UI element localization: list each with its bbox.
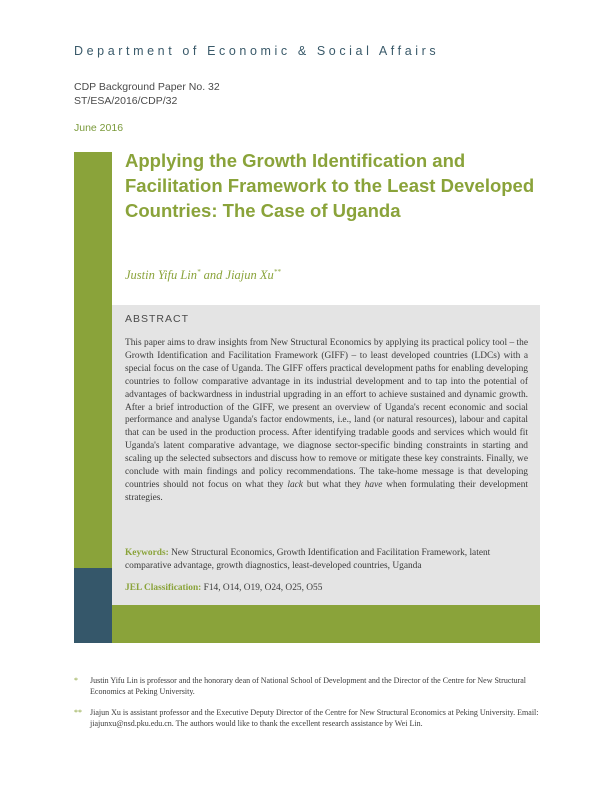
author-xu-mark: ** xyxy=(273,268,281,276)
abstract-emph-have: have xyxy=(364,479,383,490)
jel-line xyxy=(125,582,528,595)
green-sidebar-bar xyxy=(74,152,112,568)
abstract-body xyxy=(125,337,528,505)
document-code: ST/ESA/2016/CDP/32 xyxy=(74,95,178,107)
green-bottom-bar xyxy=(112,605,540,643)
footnote-1 xyxy=(74,675,544,697)
jel-text: F14, O14, O19, O24, O25, O55 xyxy=(201,583,323,593)
footnote-1-mark: * xyxy=(74,676,78,685)
abstract-heading: ABSTRACT xyxy=(125,313,190,325)
abstract-text-1: This paper aims to draw insights from New Structural Economics by applying its practical policy tool – the Growth Identification and Facilitation Framework (GIFF) – to least developed countries (LDCs) with a special focus on the case of Uganda. The GIFF offers practical development paths for enabling developing countries to follow comparative advantage in its industrial development and to tap into the potential of advantages of backwardness in industrial upgrading in an effort to achieve sustained and dynamic growth. After a brief introduction of the GIFF, we present an overview of Uganda's recent economic and social performance and analyse Uganda's factor endowments, i.e., land (or natural resources), labour and capital that can be used in the production process. After identifying tradable goods and services which would fit Uganda's latent comparative advantage, we diagnose sector-specific binding constraints in starting and scaling up the selected subsectors and discuss how to remove or mitigate these key constraints. Finally, we conclude with main findings and policy recommendations. The take-home message is that developing countries should not focus on what they xyxy=(125,338,528,490)
author-xu: Jiajun Xu xyxy=(225,268,274,283)
footnote-2-mark: ** xyxy=(74,708,82,717)
footnote-2 xyxy=(74,707,544,729)
publication-date: June 2016 xyxy=(74,122,124,134)
abstract-emph-lack: lack xyxy=(287,479,303,490)
author-lin: Justin Yifu Lin xyxy=(125,268,198,283)
paper-number: CDP Background Paper No. 32 xyxy=(74,81,220,93)
keywords-text: New Structural Economics, Growth Identification and Facilitation Framework, latent comparative advantage, growth diagnostics, least-developed countries, Uganda xyxy=(125,548,491,571)
authors-line xyxy=(125,268,281,283)
abstract-text-2: but what they xyxy=(302,479,365,490)
footnote-2-text: Jiajun Xu is assistant professor and the Executive Deputy Director of the Centre for New Structural Economics at Peking University. Email: jiajunxu@nsd.pku.edu.cn. The authors would like to thank the excellent research assistance by Wei Lin. xyxy=(90,708,539,728)
paper-title: Applying the Growth Identification and Facilitation Framework to the Least Developed Countries: The Case of Uganda xyxy=(125,150,535,221)
footnote-1-text: Justin Yifu Lin is professor and the honorary dean of National School of Development and the Director of the Centre for New Structural Economics at Peking University. xyxy=(90,676,527,696)
department-header: Department of Economic & Social Affairs xyxy=(74,44,440,58)
paper-number-block xyxy=(74,80,220,108)
keywords-label: Keywords: xyxy=(125,548,169,558)
author-lin-mark: * xyxy=(197,268,201,276)
authors-conjunction: and xyxy=(200,268,226,283)
keywords-line xyxy=(125,547,528,573)
jel-label: JEL Classification: xyxy=(125,583,202,593)
blue-corner-block xyxy=(74,568,112,643)
abstract-text-3: when formulating their development strategies. xyxy=(125,479,528,503)
